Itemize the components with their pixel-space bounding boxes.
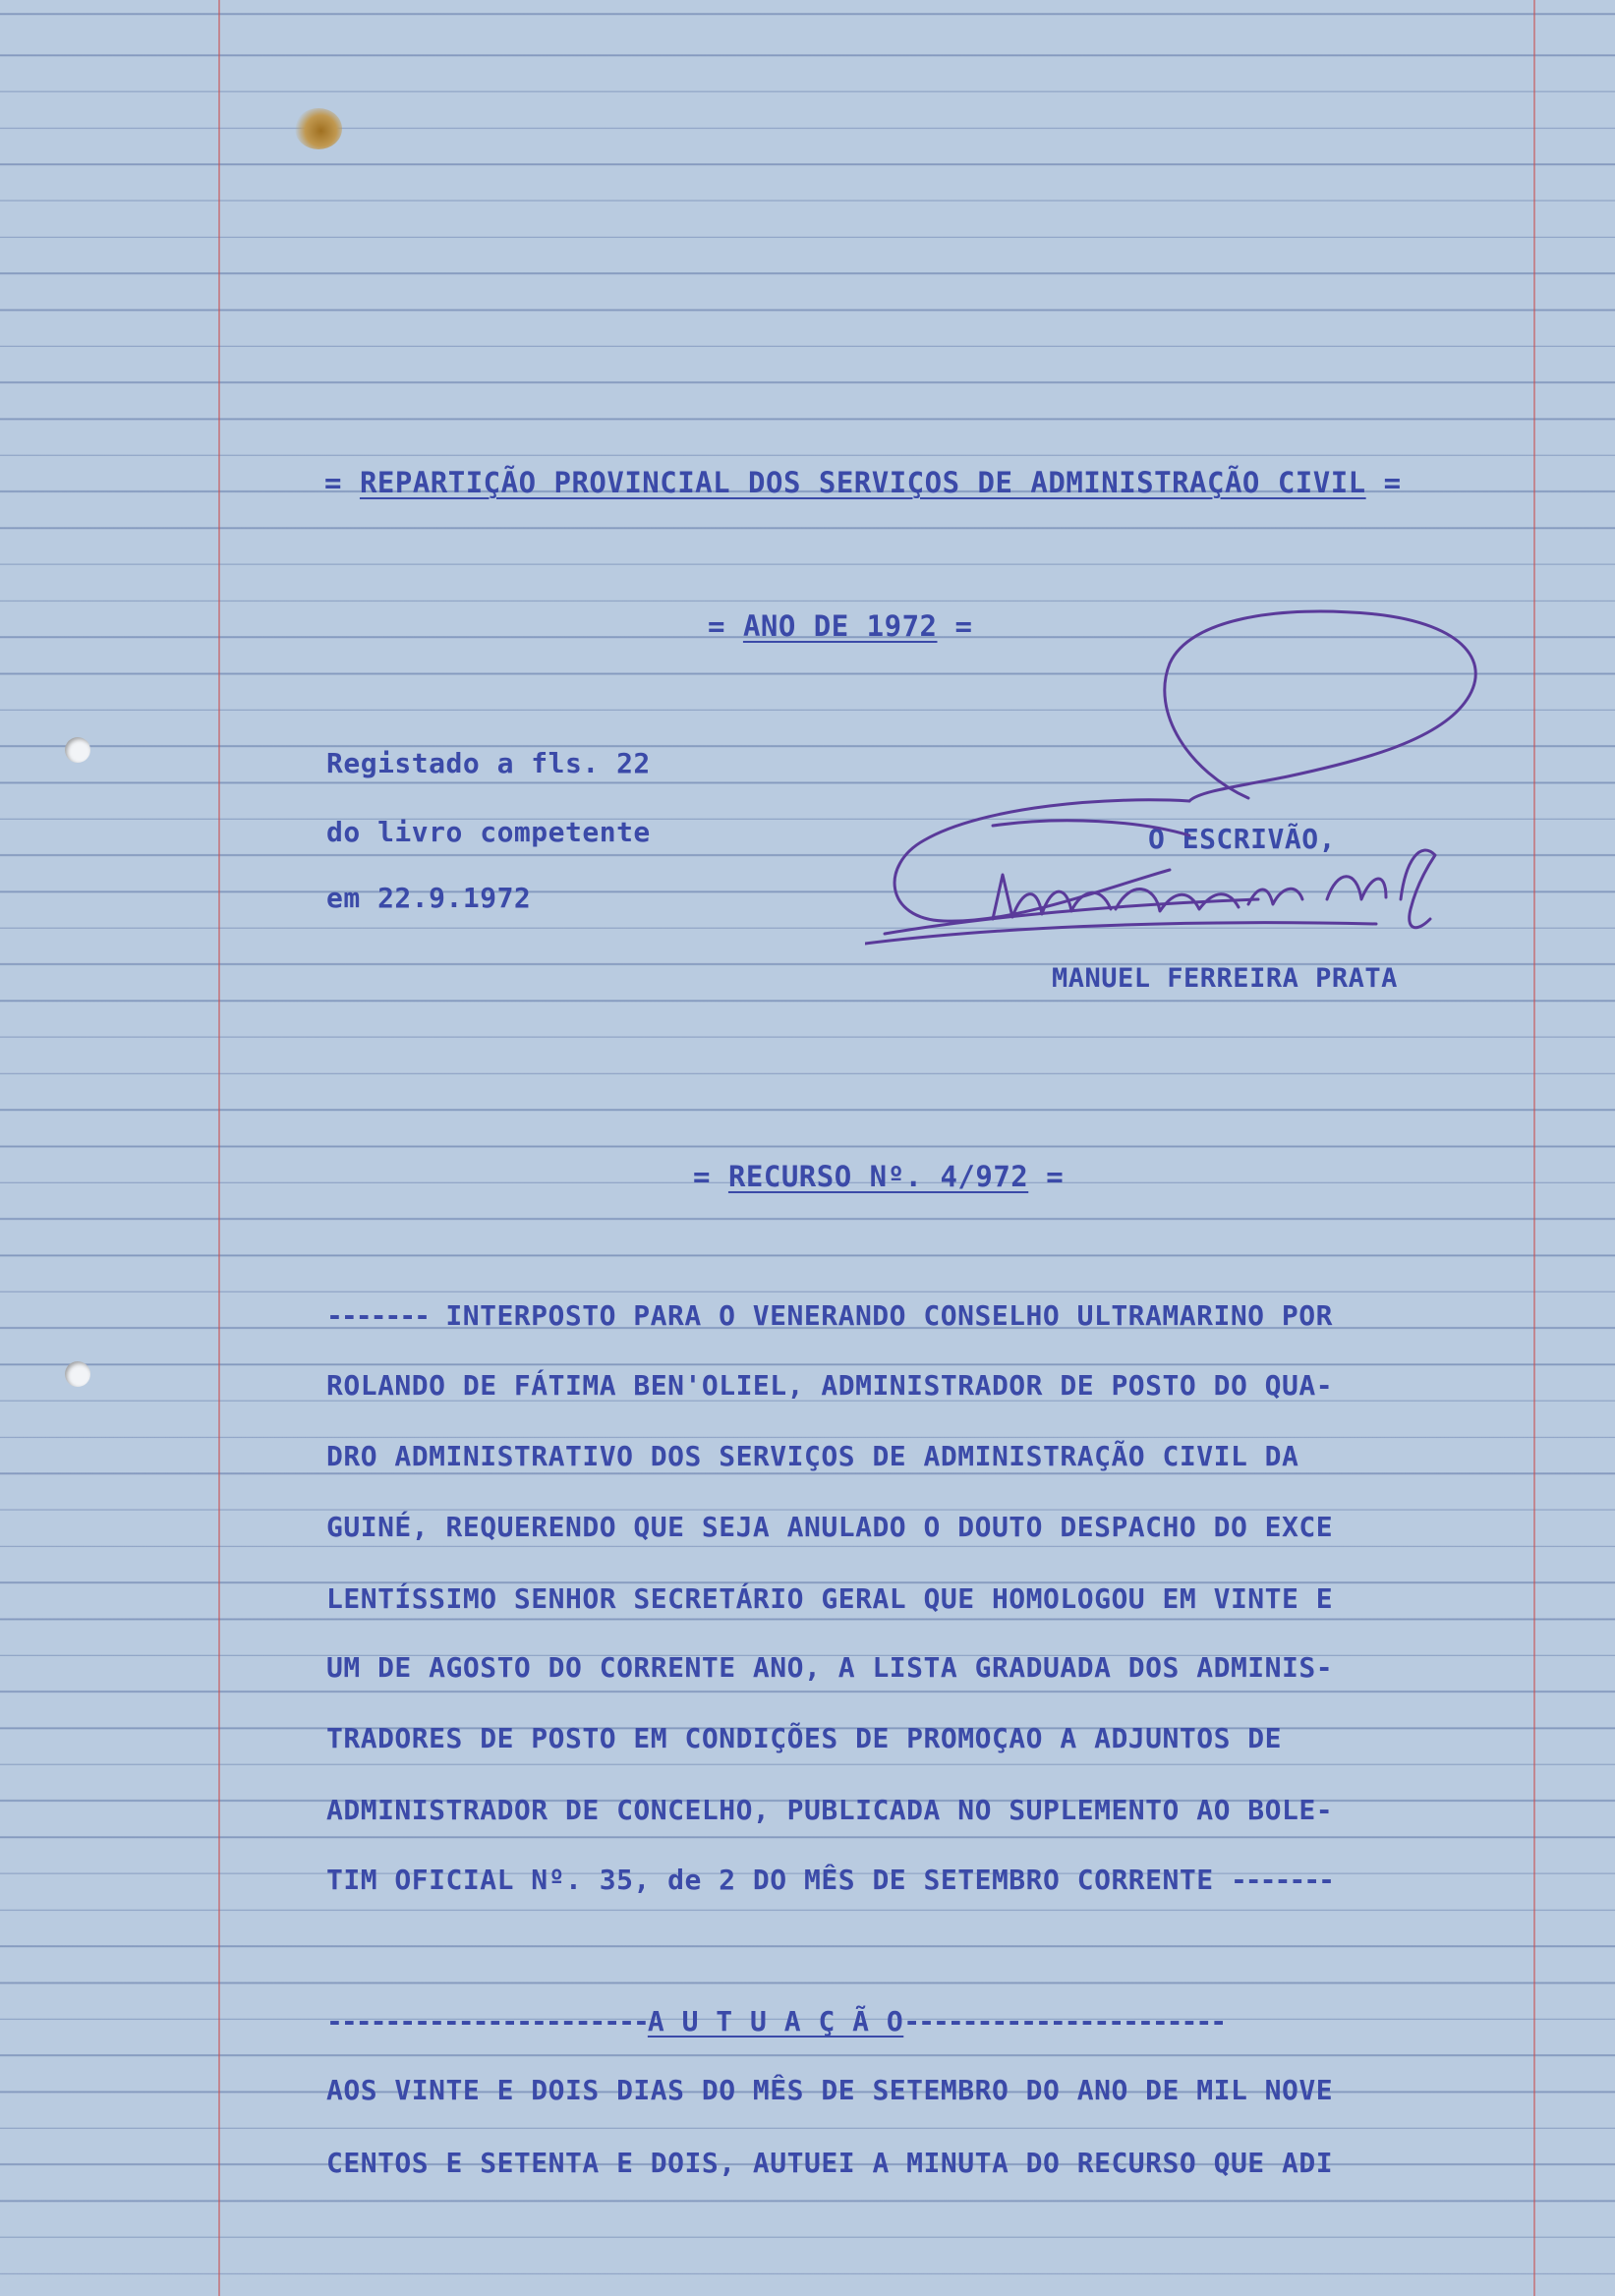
right-margin-line: [1533, 0, 1535, 2296]
appeal-line-4: GUINÉ, REQUERENDO QUE SEJA ANULADO O DOUTO DESPACHO DO EXCE: [326, 1511, 1334, 1543]
year-deco-right: =: [954, 609, 973, 643]
autuacao-dash-right: ----------------------: [903, 2005, 1226, 2038]
registration-line-2: do livro competente: [326, 816, 651, 848]
appeal-line-7: TRADORES DE POSTO EM CONDIÇÕES DE PROMOÇAO A ADJUNTOS DE: [326, 1722, 1283, 1754]
appeal-deco-left: =: [693, 1160, 711, 1193]
appeal-dash-trail: -------: [1230, 1864, 1333, 1896]
appeal-line-8: ADMINISTRADOR DE CONCELHO, PUBLICADA NO SUPLEMENTO AO BOLE-: [326, 1794, 1334, 1826]
department-title: REPARTIÇÃO PROVINCIAL DOS SERVIÇOS DE ADMINISTRAÇÃO CIVIL: [359, 466, 1366, 499]
appeal-text-last: TIM OFICIAL Nº. 35, de 2 DO MÊS DE SETEMBRO CORRENTE: [326, 1864, 1214, 1896]
registration-line-1: Registado a fls. 22: [326, 747, 651, 779]
punch-hole-top: [65, 737, 90, 763]
appeal-title: RECURSO Nº. 4/972: [727, 1160, 1029, 1193]
registration-line-3: em 22.9.1972: [326, 882, 532, 914]
clerk-title: O ESCRIVÃO,: [1148, 823, 1336, 855]
appeal-text: INTERPOSTO PARA O VENERANDO CONSELHO ULTRAMARINO POR: [445, 1299, 1333, 1332]
appeal-heading: [693, 1160, 1064, 1193]
heading-deco-right: =: [1383, 466, 1402, 499]
clerk-name: MANUEL FERREIRA PRATA: [1052, 963, 1398, 994]
appeal-dash-lead: -------: [326, 1299, 430, 1332]
autuacao-dash-left: ----------------------: [326, 2005, 648, 2038]
appeal-line-9: [326, 1864, 1333, 1896]
appeal-line-6: UM DE AGOSTO DO CORRENTE ANO, A LISTA GRADUADA DOS ADMINIS-: [326, 1651, 1334, 1684]
year-title: ANO DE 1972: [742, 609, 938, 643]
appeal-line-2: ROLANDO DE FÁTIMA BEN'OLIEL, ADMINISTRADOR DE POSTO DO QUA-: [326, 1369, 1334, 1402]
autuacao-heading: [326, 2005, 1225, 2038]
autuacao-line-2: CENTOS E SETENTA E DOIS, AUTUEI A MINUTA DO RECURSO QUE ADI: [326, 2147, 1334, 2179]
department-heading: [324, 466, 1402, 499]
clerk-signature: [865, 604, 1514, 978]
paper-stain: [295, 108, 342, 149]
left-margin-line: [218, 0, 220, 2296]
heading-deco-left: =: [324, 466, 342, 499]
autuacao-line-1: AOS VINTE E DOIS DIAS DO MÊS DE SETEMBRO DO ANO DE MIL NOVE: [326, 2074, 1334, 2106]
year-deco-left: =: [708, 609, 725, 643]
appeal-line-5: LENTÍSSIMO SENHOR SECRETÁRIO GERAL QUE HOMOLOGOU EM VINTE E: [326, 1582, 1334, 1615]
appeal-line-1: [326, 1299, 1333, 1332]
punch-hole-bottom: [65, 1361, 90, 1387]
appeal-deco-right: =: [1046, 1160, 1065, 1193]
appeal-line-3: DRO ADMINISTRATIVO DOS SERVIÇOS DE ADMINISTRAÇÃO CIVIL DA: [326, 1440, 1299, 1472]
autuacao-title: A U T U A Ç Ã O: [647, 2005, 904, 2038]
